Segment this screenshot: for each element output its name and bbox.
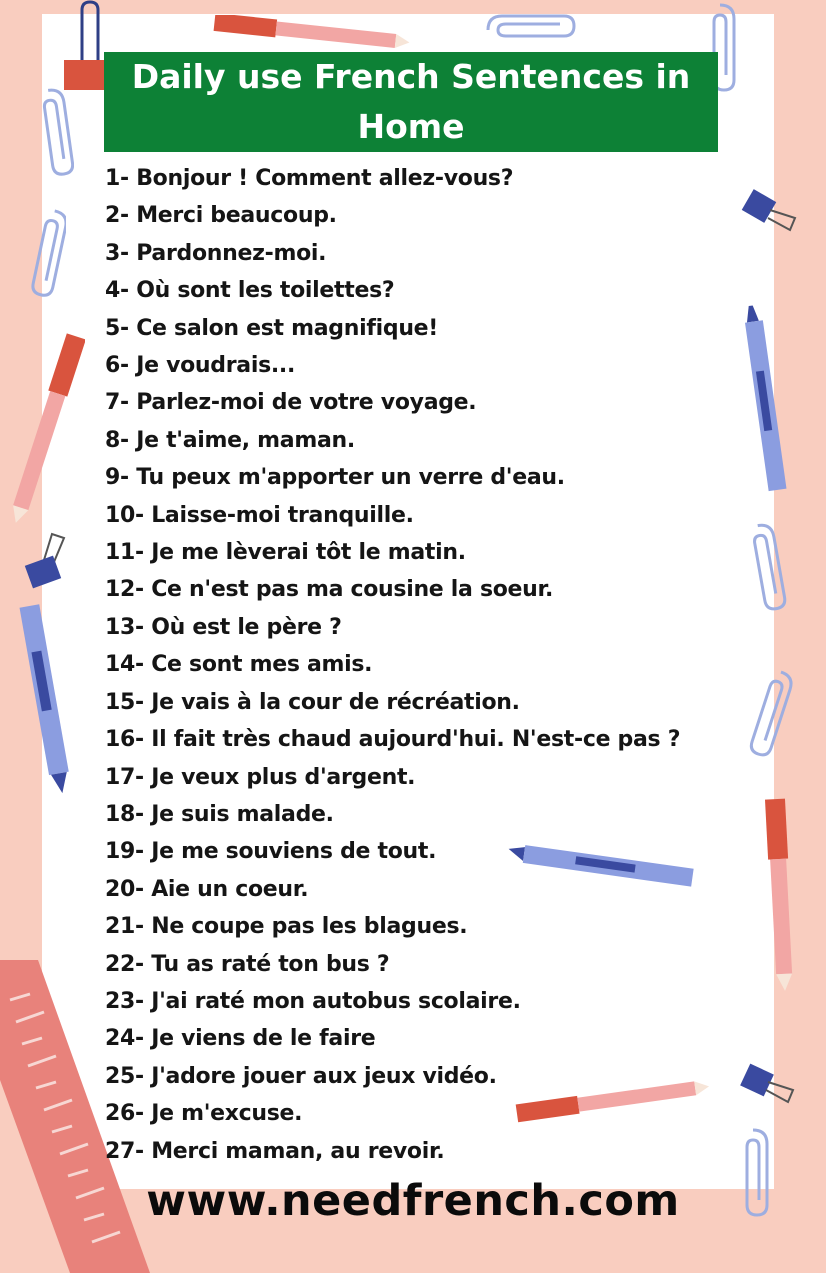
list-item: 2- Merci beaucoup.	[105, 203, 337, 229]
paperclip-icon	[34, 85, 74, 180]
list-item: 24- Je viens de le faire	[105, 1026, 376, 1052]
list-item: 22- Tu as raté ton bus ?	[105, 951, 390, 977]
list-item: 26- Je m'excuse.	[105, 1101, 303, 1127]
list-item: 1- Bonjour ! Comment allez-vous?	[105, 166, 514, 191]
marker-icon	[14, 600, 84, 800]
list-item: 18- Je suis malade.	[105, 801, 334, 827]
list-item: 20- Aie un coeur.	[105, 876, 309, 902]
list-item: 4- Où sont les toilettes?	[105, 278, 395, 304]
list-item: 11- Je me lèverai tôt le matin.	[105, 540, 466, 566]
list-item: 17- Je veux plus d'argent.	[105, 764, 416, 790]
page-title: Daily use French Sentences in Home	[104, 52, 718, 152]
list-item: 25- J'adore jouer aux jeux vidéo.	[105, 1063, 497, 1089]
binder-clip-icon	[22, 530, 72, 590]
list-item: 16- Il fait très chaud aujourd'hui. N'est-ce pas ?	[105, 727, 681, 753]
list-item: 12- Ce n'est pas ma cousine la soeur.	[105, 577, 554, 603]
binder-clip-icon	[740, 188, 802, 238]
list-item: 5- Ce salon est magnifique!	[105, 315, 439, 341]
paperclip-icon	[26, 205, 66, 300]
list-item: 6- Je voudrais...	[105, 353, 296, 379]
binder-clip-icon	[738, 1060, 800, 1110]
list-item: 9- Tu peux m'apporter un verre d'eau.	[105, 465, 565, 491]
paperclip-icon	[480, 10, 580, 50]
list-item: 15- Je vais à la cour de récréation.	[105, 689, 520, 715]
paperclip-icon	[745, 520, 790, 615]
marker-icon	[740, 300, 800, 500]
list-item: 21- Ne coupe pas les blagues.	[105, 914, 468, 940]
list-item: 19- Je me souviens de tout.	[105, 839, 437, 865]
list-item: 7- Parlez-moi de votre voyage.	[105, 390, 477, 416]
list-item: 27- Merci maman, au revoir.	[105, 1138, 445, 1164]
pencil-icon	[10, 330, 85, 530]
list-item: 3- Pardonnez-moi.	[105, 240, 327, 266]
pencil-icon	[760, 795, 800, 995]
website-url: www.needfrench.com	[146, 1176, 680, 1226]
list-item: 13- Où est le père ?	[105, 614, 342, 640]
paperclip-icon	[748, 665, 798, 760]
list-item: 14- Ce sont mes amis.	[105, 652, 373, 678]
sentence-list	[105, 160, 745, 1170]
pencil-icon	[210, 15, 415, 50]
list-item: 10- Laisse-moi tranquille.	[105, 502, 414, 528]
list-item: 8- Je t'aime, maman.	[105, 427, 355, 453]
list-item: 23- J'ai raté mon autobus scolaire.	[105, 988, 521, 1014]
